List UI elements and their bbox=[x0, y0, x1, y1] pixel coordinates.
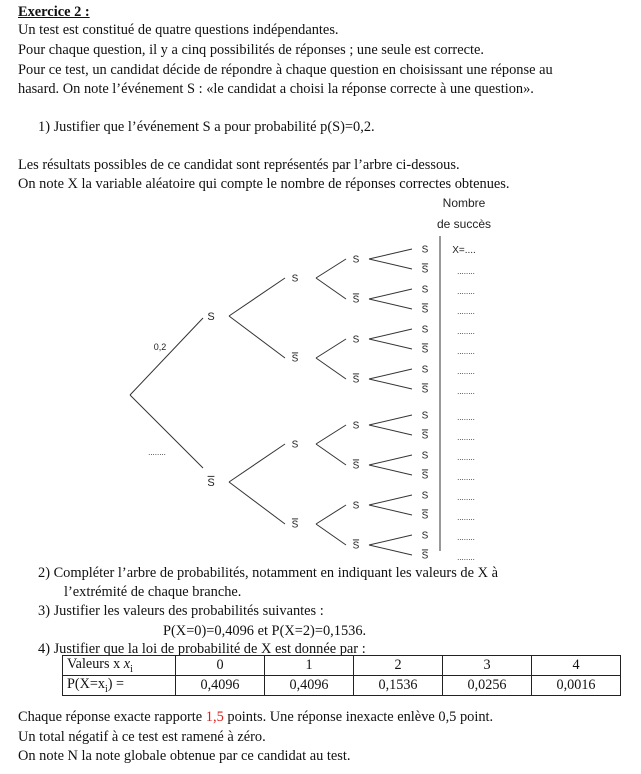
intro-line-3: Pour ce test, un candidat décide de répondre à chaque question en choisissant une réponse au bbox=[18, 62, 553, 78]
closing-line-1: Chaque réponse exacte rapporte 1,5 points. Une réponse inexacte enlève 0,5 point. bbox=[18, 709, 494, 725]
prob-label-first-branch: 0,2 bbox=[153, 342, 167, 352]
node-level4-s: S bbox=[421, 284, 429, 296]
node-level4-s: S bbox=[421, 410, 429, 422]
node-level4-sbar: S bbox=[421, 384, 429, 396]
branch-level4 bbox=[369, 425, 412, 435]
branch-level3 bbox=[316, 505, 346, 524]
table-header-probabilities: $P(X=x_i)$ = bbox=[63, 676, 176, 696]
x-value-blank: ........ bbox=[457, 367, 475, 376]
x-value-blank: ........ bbox=[457, 347, 475, 356]
node-level4-s: S bbox=[421, 364, 429, 376]
closing-line-2: Un total négatif à ce test est ramené à zéro. bbox=[18, 729, 266, 745]
prob-blank-first-branch: ........ bbox=[148, 448, 166, 457]
table-cell: 0,0256 bbox=[443, 676, 532, 696]
table-cell: 2 bbox=[354, 656, 443, 676]
intro-line-4: hasard. On note l’événement S : «le candidat a choisi la réponse correcte à une question». bbox=[18, 81, 534, 97]
branch-level4 bbox=[369, 495, 412, 505]
x-value-blank: ........ bbox=[457, 387, 475, 396]
x-value-blank: ........ bbox=[457, 513, 475, 522]
node-level2-sbar: S bbox=[291, 353, 299, 365]
branch-level3 bbox=[316, 524, 346, 545]
branch-root-s bbox=[130, 318, 203, 395]
branch-level4 bbox=[369, 299, 412, 309]
table-cell: 0,4096 bbox=[176, 676, 265, 696]
probability-law-table bbox=[62, 655, 621, 696]
table-cell: 1 bbox=[265, 656, 354, 676]
question-3-line-2: P(X=0)=0,4096 et P(X=2)=0,1536. bbox=[163, 623, 367, 639]
table-header-values: Valeurs x $x_i$ bbox=[63, 656, 176, 676]
tree-header-de-succes: de succès bbox=[436, 217, 492, 231]
question-2-line-1: 2) Compléter l’arbre de probabilités, notamment en indiquant les valeurs de X à bbox=[38, 565, 498, 581]
branch-level3 bbox=[316, 425, 346, 444]
intro-line-1: Un test est constitué de quatre questions indépendantes. bbox=[18, 22, 339, 38]
branch-level4 bbox=[369, 289, 412, 299]
branch-level4 bbox=[369, 465, 412, 475]
table-row bbox=[63, 676, 621, 696]
node-level1-s: S bbox=[207, 310, 215, 323]
table-cell: 0 bbox=[176, 656, 265, 676]
exercise-title: Exercice 2 : bbox=[18, 4, 90, 20]
table-cell: 0,4096 bbox=[265, 676, 354, 696]
branch-level4 bbox=[369, 415, 412, 425]
branch-level4 bbox=[369, 545, 412, 555]
branch-level2 bbox=[229, 482, 285, 524]
question-1: 1) Justifier que l’événement S a pour probabilité p(S)=0,2. bbox=[38, 119, 375, 135]
node-level2-sbar: S bbox=[291, 519, 299, 531]
node-level2-s: S bbox=[291, 439, 299, 451]
x-value-blank: ........ bbox=[457, 267, 475, 276]
x-value-blank: ........ bbox=[457, 287, 475, 296]
branch-level4 bbox=[369, 259, 412, 269]
closing-line-3: On note N la note globale obtenue par ce candidat au test. bbox=[18, 748, 351, 764]
question-2-line-2: l’extrémité de chaque branche. bbox=[64, 584, 242, 600]
table-cell: 0,1536 bbox=[354, 676, 443, 696]
x-value-blank: ........ bbox=[457, 433, 475, 442]
points-value: 1,5 bbox=[205, 709, 224, 725]
branch-level2 bbox=[229, 444, 285, 482]
branch-level3 bbox=[316, 259, 346, 278]
branch-level4 bbox=[369, 379, 412, 389]
node-level3-s: S bbox=[352, 420, 360, 432]
x-value-blank: ........ bbox=[457, 553, 475, 562]
node-level4-s: S bbox=[421, 450, 429, 462]
branch-level4 bbox=[369, 369, 412, 379]
branch-level4 bbox=[369, 535, 412, 545]
node-level4-s: S bbox=[421, 530, 429, 542]
node-level3-sbar: S bbox=[352, 374, 360, 386]
node-level4-sbar: S bbox=[421, 430, 429, 442]
branch-level4 bbox=[369, 455, 412, 465]
node-level4-s: S bbox=[421, 490, 429, 502]
branch-level4 bbox=[369, 339, 412, 349]
tree-intro-line-1: Les résultats possibles de ce candidat sont représentés par l’arbre ci-dessous. bbox=[18, 157, 460, 173]
x-value-label: X=.... bbox=[452, 245, 476, 256]
node-level4-sbar: S bbox=[421, 550, 429, 562]
node-level4-sbar: S bbox=[421, 510, 429, 522]
branch-level2 bbox=[229, 316, 285, 358]
branch-level3 bbox=[316, 444, 346, 465]
tree-header-nombre: Nombre bbox=[442, 196, 486, 210]
node-level3-sbar: S bbox=[352, 540, 360, 552]
branch-level4 bbox=[369, 249, 412, 259]
table-cell: 4 bbox=[532, 656, 621, 676]
node-level3-sbar: S bbox=[352, 460, 360, 472]
branch-level4 bbox=[369, 505, 412, 515]
table-cell: 0,0016 bbox=[532, 676, 621, 696]
question-3-line-1: 3) Justifier les valeurs des probabilités suivantes : bbox=[38, 603, 324, 619]
node-level4-sbar: S bbox=[421, 470, 429, 482]
node-level1-sbar: S bbox=[207, 476, 215, 489]
x-value-blank: ........ bbox=[457, 533, 475, 542]
node-level3-s: S bbox=[352, 500, 360, 512]
branch-level4 bbox=[369, 329, 412, 339]
x-value-blank: ........ bbox=[457, 473, 475, 482]
node-level4-s: S bbox=[421, 244, 429, 256]
x-value-blank: ........ bbox=[457, 307, 475, 316]
node-level3-sbar: S bbox=[352, 294, 360, 306]
table-cell: 3 bbox=[443, 656, 532, 676]
table-row bbox=[63, 656, 621, 676]
node-level3-s: S bbox=[352, 254, 360, 266]
node-level4-sbar: S bbox=[421, 304, 429, 316]
question-4: 4) Justifier que la loi de probabilité de X est donnée par : bbox=[38, 641, 366, 657]
x-value-blank: ........ bbox=[457, 453, 475, 462]
x-value-blank: ........ bbox=[457, 493, 475, 502]
tree-intro-line-2: On note X la variable aléatoire qui compte le nombre de réponses correctes obtenues. bbox=[18, 176, 510, 192]
node-level3-s: S bbox=[352, 334, 360, 346]
branch-level3 bbox=[316, 278, 346, 299]
intro-line-2: Pour chaque question, il y a cinq possibilités de réponses ; une seule est correcte. bbox=[18, 42, 484, 58]
branch-level3 bbox=[316, 358, 346, 379]
branch-level3 bbox=[316, 339, 346, 358]
branch-level2 bbox=[229, 278, 285, 316]
node-level4-s: S bbox=[421, 324, 429, 336]
branch-root-sbar bbox=[130, 395, 203, 468]
x-value-blank: ........ bbox=[457, 413, 475, 422]
node-level2-s: S bbox=[291, 273, 299, 285]
node-level4-sbar: S bbox=[421, 264, 429, 276]
node-level4-sbar: S bbox=[421, 344, 429, 356]
x-value-blank: ........ bbox=[457, 327, 475, 336]
